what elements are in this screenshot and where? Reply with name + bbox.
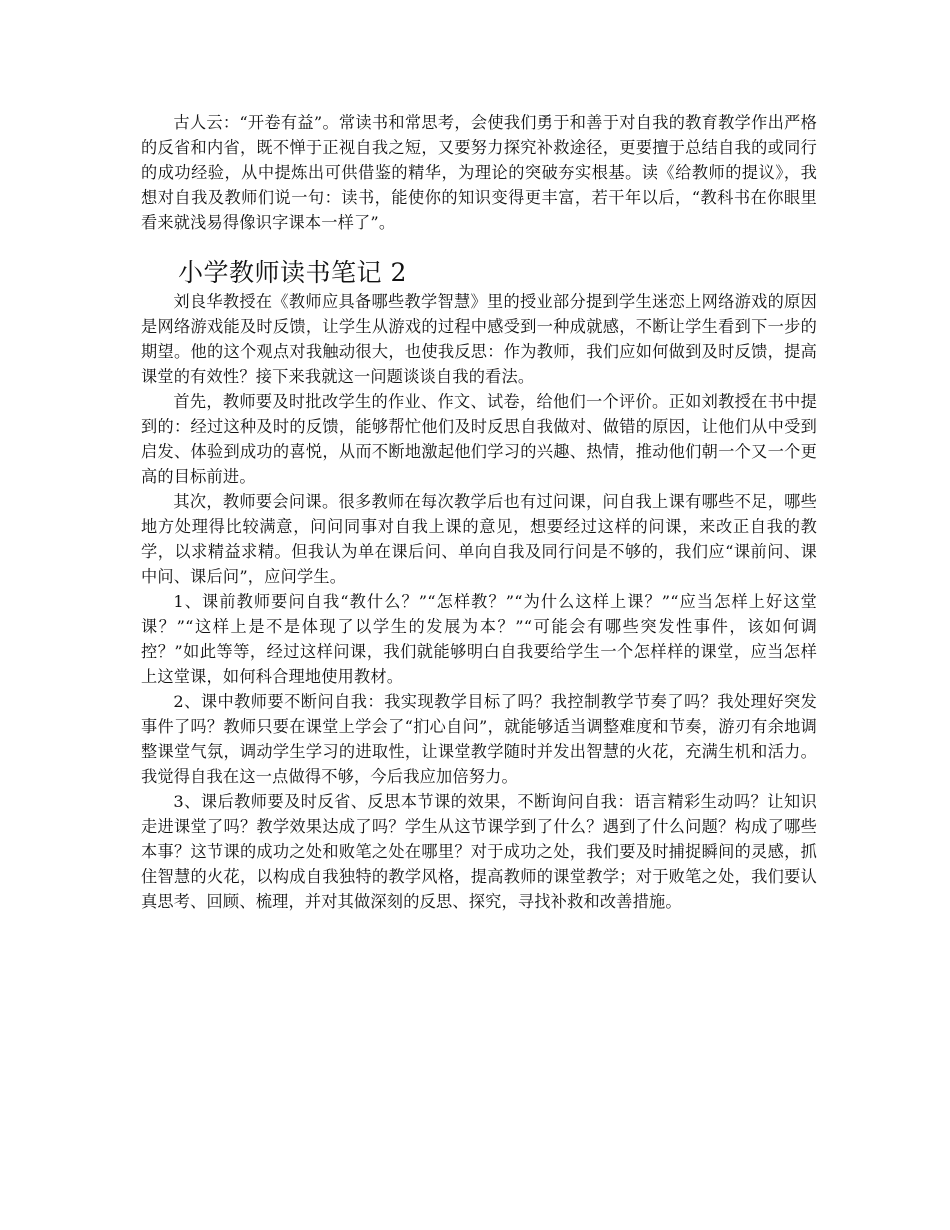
body-paragraph-4: 1、课前教师要问自我“教什么？”“怎样教？”“为什么这样上课？”“应当怎样上好这堂课？”“这样上是不是体现了以学生的发展为本？”“可能会有哪些突发性事件，该如何调控？”如此等等，经过这样问课，我们就能够明白自我要给学生一个怎样样的课堂，应当怎样上这堂课，如何科合理地使用教材。 [141, 592, 817, 686]
body-paragraph-2: 首先，教师要及时批改学生的作业、作文、试卷，给他们一个评价。正如刘教授在书中提到的：经过这种及时的反馈，能够帮忙他们及时反思自我做对、做错的原因，让他们从中受到启发、体验到成功的喜悦，从而不断地激起他们学习的兴趣、热情，推动他们朝一个又一个更高的目标前进。 [141, 392, 817, 486]
document-body [141, 110, 817, 914]
body-paragraph-1: 刘良华教授在《教师应具备哪些教学智慧》里的授业部分提到学生迷恋上网络游戏的原因是网络游戏能及时反馈，让学生从游戏的过程中感受到一种成就感，不断让学生看到下一步的期望。他的这个观点对我触动很大，也使我反思：作为教师，我们应如何做到及时反馈，提高课堂的有效性？接下来我就这一问题谈谈自我的看法。 [141, 292, 817, 386]
intro-paragraph: 古人云：“开卷有益”。常读书和常思考，会使我们勇于和善于对自我的教育教学作出严格的反省和内省，既不惮于正视自我之短，又要努力探究补救途径，更要擅于总结自我的或同行的成功经验，从中提炼出可供借鉴的精华，为理论的突破夯实根基。读《给教师的提议》，我想对自我及教师们说一句：读书，能使你的知识变得更丰富，若干年以后，“教科书在你眼里看来就浅易得像识字课本一样了”。 [141, 113, 817, 232]
body-paragraph-5: 2、课中教师要不断问自我：我实现教学目标了吗？我控制教学节奏了吗？我处理好突发事件了吗？教师只要在课堂上学会了“扪心自问”，就能够适当调整难度和节奏，游刃有余地调整课堂气氛，调动学生学习的进取性，让课堂教学随时并发出智慧的火花，充满生机和活力。我觉得自我在这一点做得不够，今后我应加倍努力。 [141, 692, 817, 786]
body-paragraph-6: 3、课后教师要及时反省、反思本节课的效果，不断询问自我：语言精彩生动吗？让知识走进课堂了吗？教学效果达成了吗？学生从这节课学到了什么？遇到了什么问题？构成了哪些本事？这节课的成功之处和败笔之处在哪里？对于成功之处，我们要及时捕捉瞬间的灵感，抓住智慧的火花，以构成自我独特的教学风格，提高教师的课堂教学；对于败笔之处，我们要认真思考、回顾、梳理，并对其做深刻的反思、探究，寻找补救和改善措施。 [141, 792, 817, 911]
section-title: 小学教师读书笔记 2 [178, 258, 407, 287]
body-paragraph-3: 其次，教师要会问课。很多教师在每次教学后也有过问课，问自我上课有哪些不足，哪些地方处理得比较满意，问问同事对自我上课的意见，想要经过这样的问课，来改正自我的教学，以求精益求精。但我认为单在课后问、单向自我及同行问是不够的，我们应“课前问、课中问、课后问”，应问学生。 [141, 492, 817, 586]
